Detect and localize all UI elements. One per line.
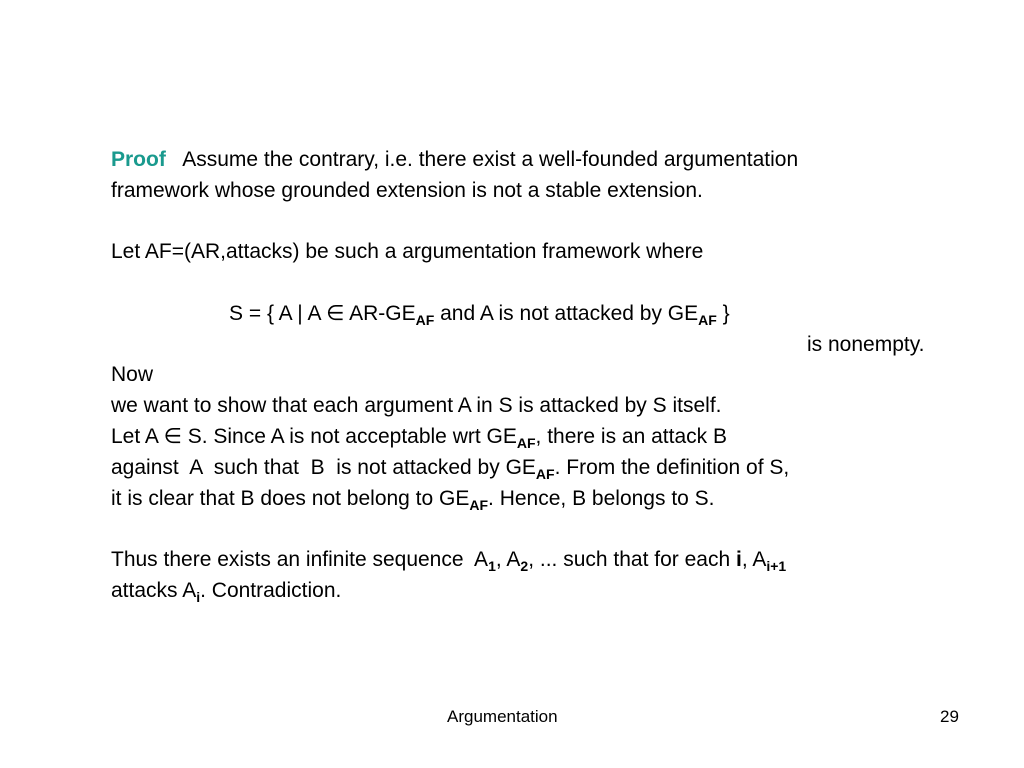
proof-line-1: [111, 145, 798, 175]
footer-title: Argumentation: [447, 707, 558, 726]
attacks-line: attacks $A_i$. Contradiction.: [111, 579, 342, 605]
let-af-line: Let AF=(AR,attacks) be such a argumentation framework where: [111, 240, 704, 263]
element-of-symbol: ∈: [326, 302, 345, 325]
proof-intro-2: framework whose grounded extension is not a stable extension.: [111, 179, 703, 202]
nonempty-line: is nonempty.: [807, 333, 925, 356]
clear-line: it is clear that B does not belong to $GE_{AF}$. Hence, B belongs to S.: [111, 487, 715, 513]
bold-index-i: i: [735, 548, 742, 571]
proof-intro-1: Assume the contrary, i.e. there exist a well-founded argumentation: [182, 148, 799, 171]
let-a-line: Let A ∈ S. Since A is not acceptable wrt $GE_{AF}$, there is an attack B: [111, 425, 727, 451]
now-line: Now: [111, 363, 154, 386]
show-line: we want to show that each argument A in S is attacked by S itself.: [111, 394, 722, 417]
thus-line: Thus there exists an infinite sequence $A_1$, $A_2$, ... such that for each i, $A_{i+1}$: [111, 548, 787, 574]
set-definition-line: S = { A | A ∈ $AR-GE_{AF}$ and A is not attacked by $GE_{AF}$ }: [229, 302, 730, 328]
against-line: against A such that B is not attacked by $GE_{AF}$. From the definition of S,: [111, 456, 790, 482]
proof-label: Proof: [111, 148, 166, 171]
page-number: 29: [940, 707, 959, 726]
proof-line-2: [111, 176, 703, 206]
element-of-symbol: ∈: [163, 425, 182, 448]
